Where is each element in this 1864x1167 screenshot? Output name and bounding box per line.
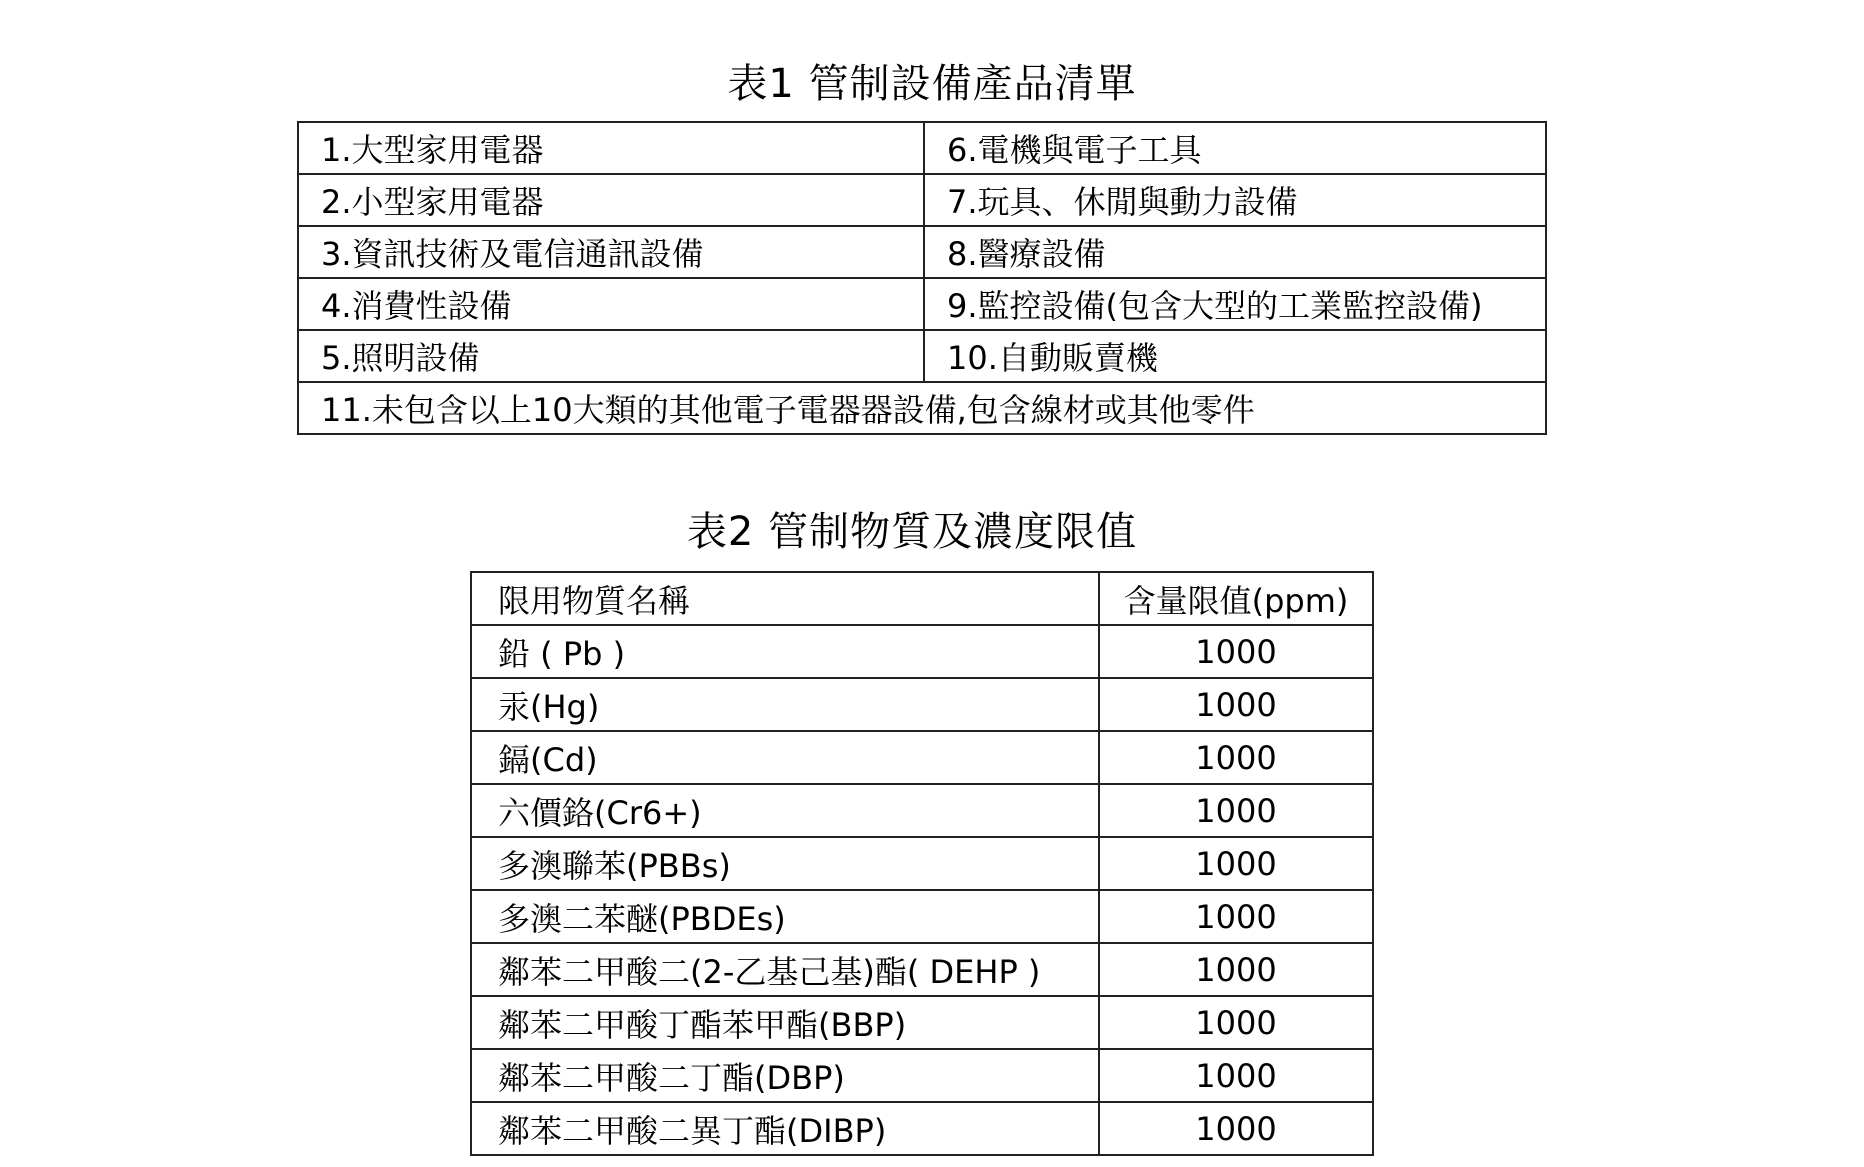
restricted-substances-table	[470, 571, 1374, 1156]
table-cell: 6.電機與電子工具	[924, 122, 1546, 174]
column-header-substance: 限用物質名稱	[471, 572, 1099, 625]
table-row	[298, 330, 1546, 382]
substance-name: 鄰苯二甲酸二丁酯(DBP)	[471, 1049, 1099, 1102]
table-cell: 3.資訊技術及電信通訊設備	[298, 226, 924, 278]
table-row	[471, 996, 1373, 1049]
substance-name: 鉛 ( Pb )	[471, 625, 1099, 678]
table-row	[471, 678, 1373, 731]
limit-value: 1000	[1099, 731, 1373, 784]
substance-name: 鄰苯二甲酸丁酯苯甲酯(BBP)	[471, 996, 1099, 1049]
table-row	[471, 625, 1373, 678]
table-row	[471, 731, 1373, 784]
table-row	[471, 1102, 1373, 1155]
table-cell: 1.大型家用電器	[298, 122, 924, 174]
limit-value: 1000	[1099, 678, 1373, 731]
limit-value: 1000	[1099, 1049, 1373, 1102]
limit-value: 1000	[1099, 943, 1373, 996]
table-row	[298, 174, 1546, 226]
substance-name: 六價鉻(Cr6+)	[471, 784, 1099, 837]
product-category-table	[297, 121, 1547, 435]
table-cell: 7.玩具、休閒與動力設備	[924, 174, 1546, 226]
limit-value: 1000	[1099, 890, 1373, 943]
substance-name: 鄰苯二甲酸二異丁酯(DIBP)	[471, 1102, 1099, 1155]
substance-name: 多澳聯苯(PBBs)	[471, 837, 1099, 890]
table-cell: 2.小型家用電器	[298, 174, 924, 226]
substance-name: 汞(Hg)	[471, 678, 1099, 731]
limit-value: 1000	[1099, 625, 1373, 678]
column-header-limit: 含量限值(ppm)	[1099, 572, 1373, 625]
table-row	[298, 278, 1546, 330]
table-row	[298, 382, 1546, 434]
table-row	[471, 890, 1373, 943]
substance-name: 多澳二苯醚(PBDEs)	[471, 890, 1099, 943]
table-cell: 8.醫療設備	[924, 226, 1546, 278]
table2-title: 表2 管制物質及濃度限值	[686, 509, 1138, 555]
table-row	[471, 784, 1373, 837]
table1-title: 表1 管制設備產品清單	[727, 61, 1137, 107]
table-cell: 9.監控設備(包含大型的工業監控設備)	[924, 278, 1546, 330]
table-cell: 10.自動販賣機	[924, 330, 1546, 382]
limit-value: 1000	[1099, 837, 1373, 890]
substance-name: 鎘(Cd)	[471, 731, 1099, 784]
limit-value: 1000	[1099, 784, 1373, 837]
table-row	[471, 943, 1373, 996]
table-cell: 4.消費性設備	[298, 278, 924, 330]
table-cell: 5.照明設備	[298, 330, 924, 382]
table-row	[298, 226, 1546, 278]
limit-value: 1000	[1099, 996, 1373, 1049]
table-row	[471, 1049, 1373, 1102]
table-header-row	[471, 572, 1373, 625]
table-cell: 11.未包含以上10大類的其他電子電器器設備,包含線材或其他零件	[298, 382, 1546, 434]
limit-value: 1000	[1099, 1102, 1373, 1155]
table-row	[298, 122, 1546, 174]
table-row	[471, 837, 1373, 890]
substance-name: 鄰苯二甲酸二(2-乙基己基)酯( DEHP )	[471, 943, 1099, 996]
